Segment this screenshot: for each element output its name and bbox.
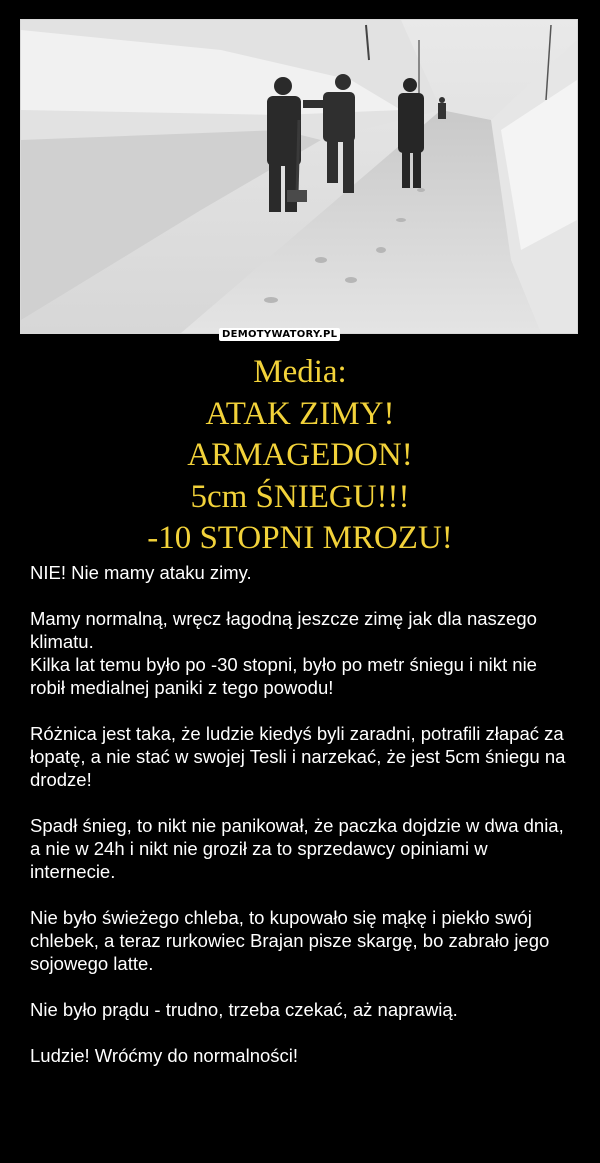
- snow-trench-illustration: [21, 20, 577, 333]
- headline-line: Media:: [253, 354, 347, 390]
- headline-line: -10 STOPNI MROZU!: [147, 520, 453, 556]
- distant-person: [438, 97, 446, 119]
- paragraph: Nie było świeżego chleba, to kupowało się mąkę i piekło swój chlebek, a teraz rurkowiec Brajan pisze skargę, bo zabrało jego sojowego latte.: [30, 907, 550, 974]
- paragraph: Różnica jest taka, że ludzie kiedyś byli zaradni, potrafili złapać za łopatę, a nie stać w swojej Tesli i narzekać, że jest 5cm śniegu na drodze!: [30, 723, 566, 790]
- snow-trench-photo: [20, 19, 578, 334]
- paragraph: Spadł śnieg, to nikt nie panikował, że paczka dojdzie w dwa dnia, a nie w 24h i nikt nie groził za to sprzedawcy opiniami w internecie.: [30, 815, 564, 882]
- watermark-logo: DEMOTYWATORY.PL: [219, 328, 340, 341]
- headline-line: ARMAGEDON!: [187, 437, 413, 473]
- paragraph: Mamy normalną, wręcz łagodną jeszcze zimę jak dla naszego klimatu. Kilka lat temu było po -30 stopni, było po metr śniegu i nikt nie robił medialnej paniki z tego powodu!: [30, 608, 537, 698]
- paragraph: Nie było prądu - trudno, trzeba czekać, aż naprawią.: [30, 999, 458, 1020]
- headline-line: 5cm ŚNIEGU!!!: [190, 478, 410, 515]
- paragraph: NIE! Nie mamy ataku zimy.: [30, 562, 252, 583]
- body-text: [30, 561, 575, 1067]
- headline: [0, 352, 600, 560]
- paragraph: Ludzie! Wróćmy do normalności!: [30, 1045, 299, 1066]
- headline-line: ATAK ZIMY!: [205, 395, 395, 432]
